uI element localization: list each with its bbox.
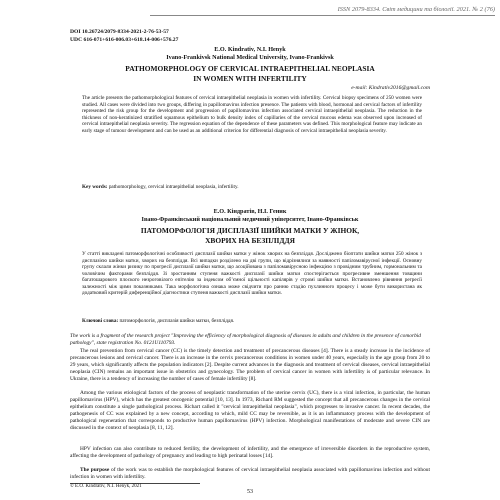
- email: e-mail: Kindrativ2016@gmail.com: [351, 85, 430, 91]
- body-paragraph-1: The real prevention from cervical cancer (CC) is the timely detection and treatment of precancerous diseases [4]. There is a steady increase in the incidence of precancerous lesions and cervical cancer. There is an increase in the cervix precancerous conditions in women under 40 years, especially in the age group from 20 to 29 years, which significantly affects the population indicators [2]. Despite current advances in the diagnosis and treatment of cervical diseases, cervical intraepithelial neoplasia (CIN) remains an important issue in obstetrics and gynecology. The problem of cervical cancer in women with infertility is of particular relevance. In Ukraine, there is a tendency of increasing the number of cases of female infertility [8].: [70, 348, 430, 382]
- body-paragraph-3: HPV infection can also contribute to reduced fertility, the development of infertility, and the emergence of irreversible disorders in the reproductive system, affecting the development of pathology of pregnancy and leading to high perinatal losses [14].: [70, 446, 430, 459]
- keywords-uk-label: Ключові слова:: [82, 318, 119, 324]
- authors-en: E.O. Kindrativ, N.I. Henyk: [214, 46, 286, 53]
- funding-note: The work is a fragment of the research project "Improving the efficiency of morphological diagnosis of diseases in adults and children in the presence of comorbid pathology", state registration No. 0121U110793.: [70, 333, 421, 346]
- affiliation-uk: Івано-Франківський національний медичний університет, Івано-Франківськ: [141, 216, 359, 223]
- keywords-uk-text: патоморфологія, дисплазія шийки матки, безпліддя.: [119, 318, 235, 324]
- title-uk: [70, 226, 430, 245]
- copyright: © E.O. Kindrativ, N.I. Henyk, 2021: [70, 484, 142, 489]
- article-identifiers: [70, 28, 430, 44]
- keywords-en-label: Key words:: [82, 184, 108, 190]
- abstract-en: The article presents the pathomorphological features of cervical intraepithelial neoplasia in women with infertility. Cervical biopsy specimens of 250 women were studied. All cases were divided into two groups, differing in papillomavirus infection presence. The patients with blood, hormonal and cervical factors of infertility represented the risk group for the development and progression of papillomavirus infection associated cervical intraepithelial neoplasia. The reduction in the thickness of non-keratinized stratified squamous epithelium to bulk density index of capillaries of the cervical mucous edema was observed upon increased of cervical intraepithelial neoplasia severity. The regression equation of the dependence of these parameters was defined. This morphological feature may indicate an early stage of tumour development and can be used as an additional criterion for differential diagnosis of cervical intraepithelial neoplasia severity.: [82, 95, 422, 134]
- body-paragraph-2: Among the various etiological factors of the process of neoplastic transformation of the uterine cervix (UC), there is a viral infection, in particular, the human papillomavirus (HPV), which has the greatest oncogenic potential [10, 13]. In 1973, Richard RM suggested the concept that all precancerous changes in the cervical epithelium constitute a single pathological process. Richart called it "cervical intraepithelial neoplasia", which progresses to invasive cancer. In recent decades, the pathogenesis of CC was explained by a new concept, according to which, mild CC may be reversible, as it is an inflammatory process with the development of pathological regeneration that corresponds to productive human papillomavirus (HPV) infection. Morphological manifestations of moderate and severe CIN are discussed in the context of neoplasia [8, 11, 12].: [70, 390, 430, 431]
- body-paragraph-4: [70, 467, 430, 481]
- keywords-en: [82, 184, 422, 191]
- page-number: 53: [247, 489, 253, 495]
- title-uk-line1: ПАТОМОРФОЛОГІЯ ДИСПЛАЗІЇ ШИЙКИ МАТКИ У ЖІНОК,: [140, 226, 360, 235]
- udc-line: UDC 616-071+616-006.03+618.14-006+576.27: [70, 37, 179, 43]
- abstract-uk: У статті викладені патоморфологічні особливості дисплазії шийки матки у жінок хворих на безпліддя. Досліджено біоптати шийки матки 250 жінок з дисплазією шийки матки, хворих на безпліддя. Всі випадки розділено на дві групи, що відрізнялися за наявності папіломавірусної інфекції. Основну групу склали жінки ризику по прогресії дисплазії шийки матки, що асоційована з папіломавірусною інфекцією з провідним трубним, гормональним та чоловічим факторами безпліддя. Зі зростанням ступеня важкості дисплазії шийки матки спостерігається прогресивне зменшення товщини багатошарового плоского незроговілого епітелію за індексом обʼємної щільності капілярів у стромі шийки матки. Встановлено рівняння регресії залежності між цими показниками. Така морфологічна ознака може свідчити про ранню стадію пухлинного процесу і може бути використана як додатковий критерій диференційної діагностики ступеня важкості дисплазії шийки матки.: [82, 251, 422, 296]
- purpose-text: of the work was to establish the morphological features of cervical intraepithelial neoplasia associated with papillomavirus infection and without infection in women with infertility.: [70, 467, 430, 480]
- title-en-line1: PATHOMORPHOLOGY OF CERVICAL INTRAEPITHELIAL NEOPLASIA: [125, 64, 375, 73]
- title-uk-line2: ХВОРИХ НА БЕЗПЛІДДЯ: [205, 235, 295, 245]
- affiliation-en: Ivano-Frankivsk National Medical University, Ivano-Frankivsk: [166, 54, 334, 61]
- authors-uk: Е.О. Кіндратів, Н.І. Геник: [213, 208, 287, 215]
- doi-line: DOI 10.26724/2079-8334-2021-2-76-53-57: [70, 29, 169, 35]
- title-en: [70, 64, 430, 83]
- keywords-en-text: pathomorphology, cervical intraepithelial neoplasia, infertility.: [108, 184, 239, 190]
- purpose-label: The purpose: [80, 467, 110, 473]
- journal-header: ISSN 2079-8334. Світ медицини та біології. 2021. № 2 (76): [150, 6, 495, 16]
- title-en-line2: IN WOMEN WITH INFERTILITY: [193, 73, 307, 83]
- keywords-uk: [82, 318, 422, 325]
